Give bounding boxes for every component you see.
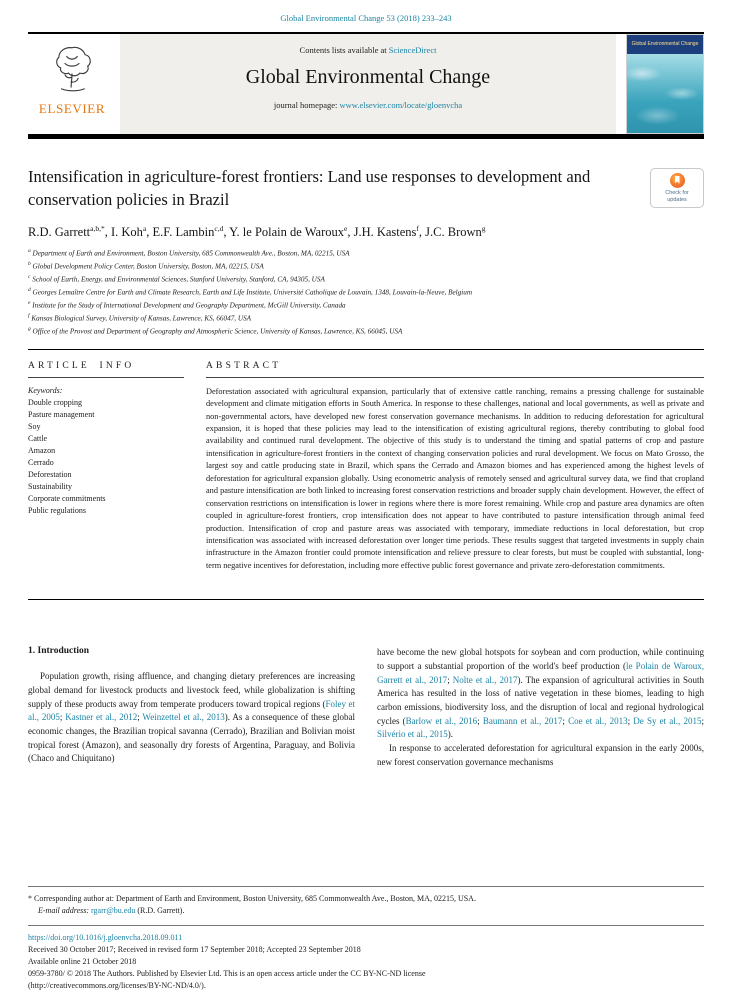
author-affiliation-sup: e [343,224,348,234]
contents-prefix: Contents lists available at [299,45,389,55]
check-for-updates-label: Check for updates [665,189,689,203]
intro-paragraph-2 [377,742,704,769]
page-footer [28,886,704,992]
author-name: R.D. Garrett$^{a,b,*}$ [28,224,105,240]
author-name: E.F. Lambin$^{c,d}$ [152,224,224,240]
citation-link[interactable]: Baumann et al., 2017 [482,715,563,726]
keyword-item: Deforestation [28,469,72,479]
email-link[interactable]: rgarr@bu.edu [91,906,136,915]
journal-cover-title: Global Environmental Change [627,35,703,54]
affiliation-line: $^d$ Georges Lemaître Centre for Earth and Climate Research, Earth and Life Institute, Université Catholique de Louvain, 1348, Louvain-la-Neuve, Belgium [28,287,473,297]
author-list: R.D. Garrett$^{a,b,*}$, I. Koh$^a$, E.F. Lambin$^{c,d}$, Y. le Polain de Waroux$^e$, J.H. Kastens$^f$, J.C. Brown$^g$ [28,224,486,240]
footnote-rule [28,886,704,887]
introduction-heading: 1. Introduction [28,646,90,657]
citation-link[interactable]: Barlow et al., 2016 [405,715,478,726]
homepage-prefix: journal homepage: [273,100,340,110]
text-segment: (R.D. Garrett). [135,906,185,915]
abstract-text: Deforestation associated with agricultural expansion, particularly that of extensive cattle ranching, remains a pressing challenge for sustainable development and climate mitigation efforts in South America. In response to these challenges, national and local governments, as well as private and non-governmental actors, have developed new forest conservation governance mechanisms. In addition to reducing deforestation for agricultural expansion, it is hoped that these policies may lead to the intensification of existing agricultural regions, thereby contributing to global food availability and continued rural development. The objective of this study is to understand the timing and spatial patterns of crop and pasture intensification in agriculture-forest frontiers in the context of changing conservation policies and rural development. We focus on Mato Grosso, the largest soy and cattle producing state in Brazil, which spans the Cerrado and Amazon biomes and has experienced among the highest levels of deforestation for agricultural expansion globally. Using econometric analysis of remotely sensed and agricultural survey data, we find that cropland and pasture intensification are both linked to increasing forest conservation restrictions and broader supply chain development. However, the effect of conservation restrictions on intensification is lower in regions where there is more forest remaining. While crop and pasture area dynamics are often coupled in agriculture-forest frontiers, crop intensification does not appear to have contributed to pasture intensification through animal feed production. Intensification of crop and pasture areas was associated with temporary, immediate reductions in local deforestation, but crop intensification was associated with increased deforestation over longer time periods. These results suggest that targeted investments in supply chain infrastructure in the Amazon frontier could promote intensification and relieve pressure to clear forests, but must be coupled with substantial, long-term negative incentives for deforestation, including more effective public forest governance and private zero-deforestation commitments. [206,386,704,570]
author-affiliation-sup: g [481,224,486,234]
keyword-item: Pasture management [28,409,95,419]
affiliation-list [28,247,704,337]
keyword-item: Double cropping [28,397,82,407]
elsevier-tree-icon [43,39,101,100]
article-info-heading: ARTICLE INFO [28,360,135,371]
check-for-updates-badge[interactable] [650,168,704,208]
intro-paragraph-1-continued [377,646,704,742]
text-segment: ). As a consequence of these global economic changes, the Brazilian tropical savanna (Cerrado), Brazilian and Bolivian moist tropical forest (Amazon), and seasonally dry forests of Argentina, Paraguay, and Bolivia (Chaco and Chiquitano) [28,712,356,764]
text-segment: ). The expansion of agricultural activities in South America has resulted in the loss of native vegetation in these biomes, leading to high carbon emissions, biodiversity loss, and the disruption of local and regional hydrological cycles ( [377,674,704,726]
keywords-list [28,397,184,517]
keyword-item: Amazon [28,445,56,455]
citation-link[interactable]: Weinzettel et al., 2013 [142,712,225,723]
journal-banner [120,34,616,134]
article-info-column [28,352,184,573]
contents-line [120,45,616,55]
homepage-line [120,100,616,110]
doi-link[interactable]: https://doi.org/10.1016/j.gloenvcha.2018.09.011 [28,933,183,942]
keyword-item: Cerrado [28,457,54,467]
elsevier-wordmark: ELSEVIER [38,101,106,116]
affiliation-line: $^b$ Global Development Policy Center, Boston University, Boston, MA, 02215, USA [28,261,264,271]
author-name: I. Koh$^a$ [110,224,147,240]
journal-cover-art [627,54,703,133]
citation-link[interactable]: Nolte et al., 2017 [452,674,518,685]
journal-title: Global Environmental Change [245,66,491,88]
text-segment: ; [627,715,634,726]
keyword-item: Public regulations [28,505,86,515]
keyword-item: Sustainability [28,481,72,491]
body-column-right [377,646,704,769]
author-name: Y. le Polain de Waroux$^e$ [229,224,348,240]
keywords-label: Keywords: [28,385,63,395]
author-affiliation-sup: a,b,* [90,224,105,234]
citation-link[interactable]: Coe et al., 2013 [568,715,628,726]
doi-rule [28,925,704,926]
corresponding-author-note [28,893,704,905]
text-segment: have become the new global hotspots for soybean and corn production, while continuing to support a substantial proportion of the world's beef production ( [377,647,704,671]
author-affiliation-sup: c,d [214,224,224,234]
text-segment: Population growth, rising affluence, and changing dietary preferences are increasing global demand for livestock products and livestock feed, while globalization is shifting supply of these products away from temperate producers toward tropical regions ( [28,671,355,709]
email-line [28,905,704,917]
text-segment: ; [447,674,453,685]
body-column-left [28,646,355,769]
affiliation-line: $^g$ Office of the Provost and Department of Geography and Atmospheric Science, University of Kansas, Lawrence, KS, 66045, USA [28,325,403,336]
crossmark-icon [670,173,685,188]
author-name: J.H. Kastens$^f$ [353,224,419,240]
citation-link[interactable]: le Polain de Waroux, Garrett et al., 2017 [377,660,705,685]
article-info-underline [28,377,184,378]
abstract-underline [206,377,704,378]
citation-link[interactable]: De Sy et al., 2015 [633,715,702,726]
text-segment: ). [447,729,453,740]
affiliation-line: $^f$ Kansas Biological Survey, University of Kansas, Lawrence, KS, 66047, USA [28,312,252,323]
citation-link[interactable]: Kastner et al., 2012 [65,712,138,723]
citation-link[interactable]: Foley et al., 2005 [28,698,356,723]
article-info-abstract-section [28,350,704,589]
text-segment: ; [562,715,569,726]
header-bottom-rule [28,134,704,139]
body-text [28,646,704,769]
available-online-line: Available online 21 October 2018 [28,957,137,966]
journal-cover-thumbnail[interactable] [626,34,704,134]
elsevier-logo[interactable] [28,34,116,134]
abstract-column [206,352,704,573]
affiliation-line: $^e$ Institute for the Study of International Development and Geography Department, McGill University, Canada [28,299,346,310]
author-affiliation-sup: f [416,224,419,234]
article-title: Intensification in agriculture-forest frontiers: Land use responses to development and conservation policies in Brazil [28,167,591,210]
text-segment: E-mail address: [38,906,92,915]
citation-link[interactable]: Silvério et al., 2015 [377,729,448,740]
received-dates-line: Received 30 October 2017; Received in revised form 17 September 2018; Accepted 23 September 2018 [28,945,361,954]
keyword-item: Soy [28,421,41,431]
copyright-line: 0959-3780/ © 2018 The Authors. Published by Elsevier Ltd. This is an open access article under the CC BY-NC-ND license [28,969,426,978]
intro-paragraph-1 [28,670,355,766]
text-segment: ; [477,715,483,726]
keyword-item: Cattle [28,433,48,443]
text-segment: ; [137,712,143,723]
text-segment: ; [701,715,704,726]
affiliation-line: $^a$ Department of Earth and Environment, Boston University, 685 Commonwealth Ave., Boston, MA, 02215, USA [28,248,350,258]
info-section-bottom-rule [28,599,704,600]
journal-homepage-link[interactable]: www.elsevier.com/locate/gloenvcha [339,100,463,110]
text-segment: In response to accelerated deforestation for agricultural expansion in the early 2000s, new forest conservation governance mechanisms [377,742,704,767]
journal-citation-line: Global Environmental Change 53 (2018) 233–243 [280,13,452,23]
sciencedirect-link[interactable]: ScienceDirect [388,45,437,55]
license-url-line: (http://creativecommons.org/licenses/BY-NC-ND/4.0/). [28,981,206,990]
affiliation-line: $^c$ School of Earth, Energy, and Environmental Sciences, Stanford University, Stanford, CA, 94305, USA [28,274,325,284]
author-affiliation-sup: a [142,224,147,234]
abstract-heading: ABSTRACT [206,360,282,371]
text-segment: * Corresponding author at: Department of Earth and Environment, Boston University, 685 Commonwealth Ave., Boston, MA, 02215, USA. [28,894,476,903]
text-segment: ; [59,712,66,723]
keyword-item: Corporate commitments [28,493,106,503]
title-block [28,165,704,211]
journal-header [28,34,704,134]
author-name: J.C. Brown$^g$ [425,224,486,240]
